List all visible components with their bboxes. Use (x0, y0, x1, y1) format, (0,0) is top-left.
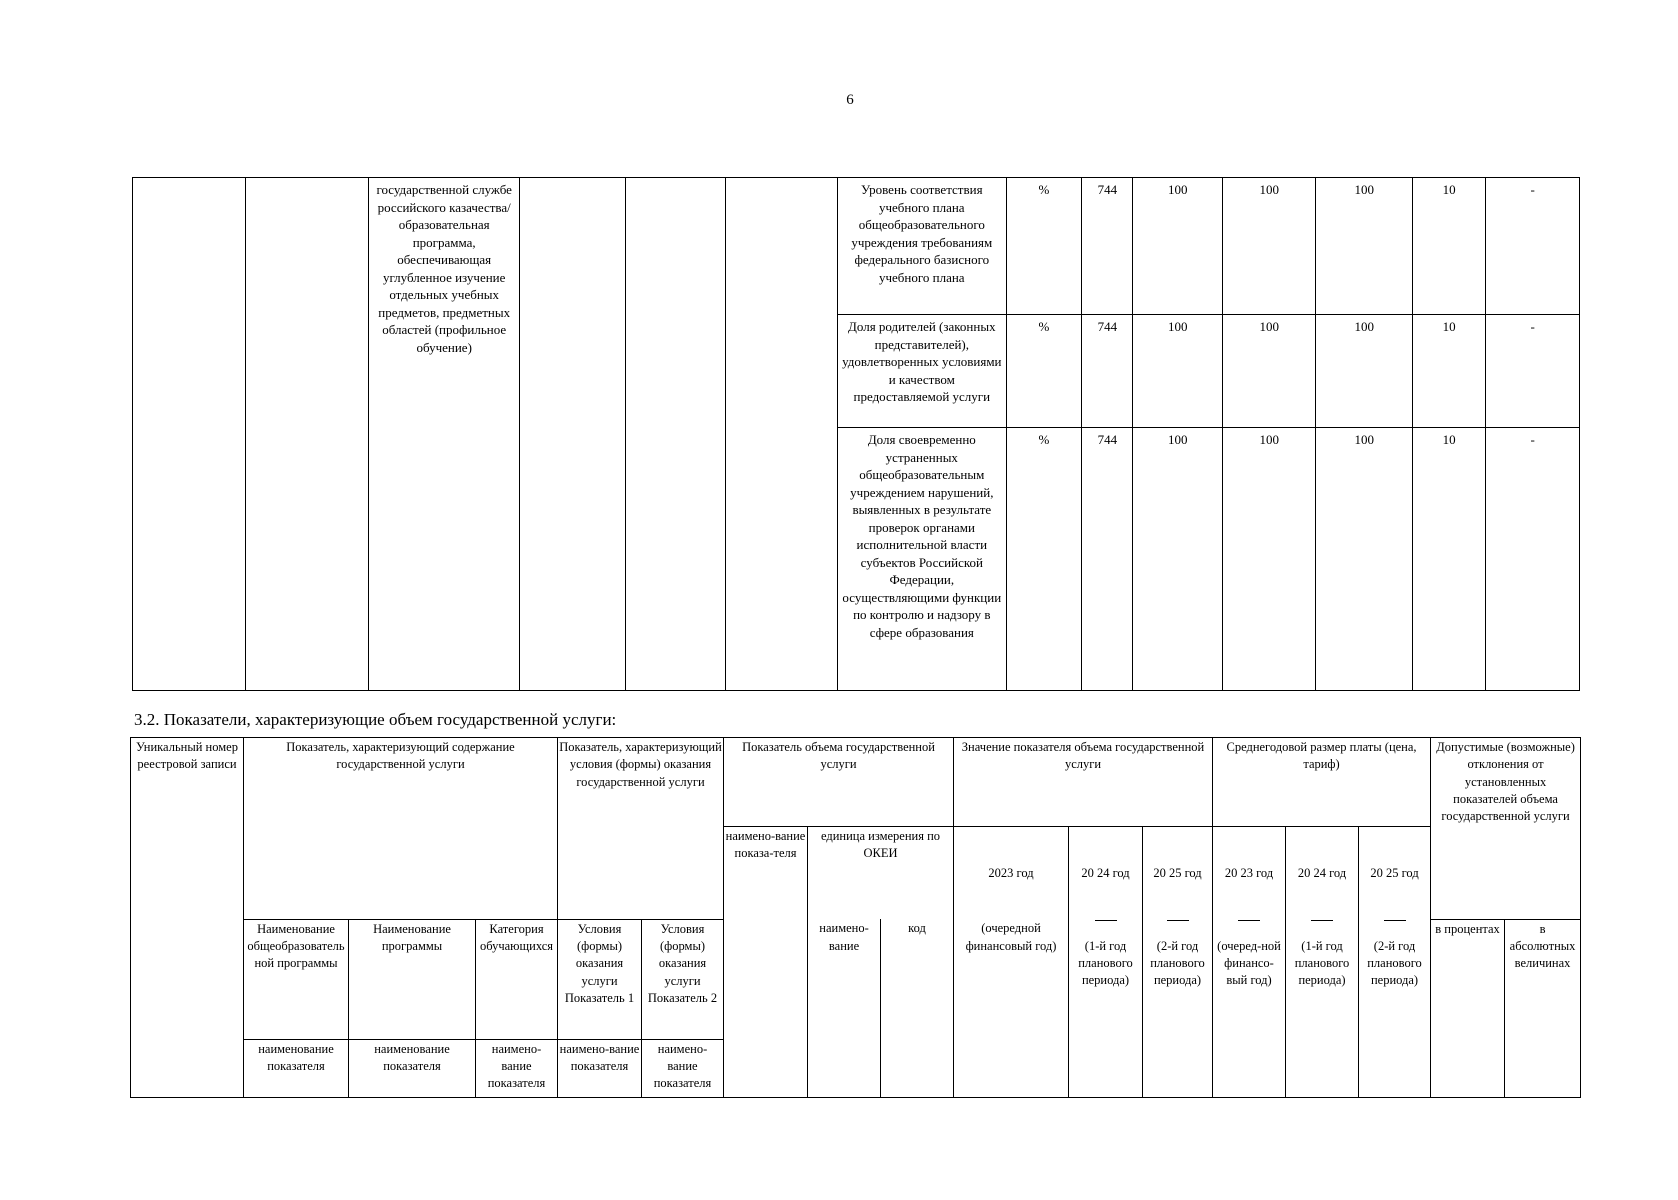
value-2023: 100 (1133, 428, 1222, 691)
unit-code: 744 (1082, 178, 1133, 315)
period-second (1143, 919, 1213, 1097)
value-2024: 100 (1222, 178, 1316, 315)
indicator-name: Доля родителей (законных представителей), удовлетворенных условиями и качеством предоставляемой услуги (837, 315, 1006, 428)
unit-name: % (1006, 428, 1081, 691)
table-cell-empty (520, 178, 626, 691)
overline-mark (1238, 920, 1260, 921)
condition-2-header: Условия (формы) оказания услуги Показатель 2 (642, 919, 724, 1039)
unit-okei-header: единица измерения по ОКЕИ (808, 826, 954, 919)
deviation-absolute: - (1486, 178, 1580, 315)
indicator-name-header: наимено-вание показа-теля (724, 826, 808, 1097)
fee-year-2023: 20 23 год (1213, 826, 1286, 919)
page-number: 6 (846, 92, 854, 108)
section-heading: 3.2. Показатели, характеризующие объем государственной услуги: (134, 710, 617, 729)
category-header: Категория обучающихся (476, 919, 558, 1039)
fee-period-first-text: (1-й год планового периода) (1294, 938, 1350, 987)
program-header: Наименование программы (349, 919, 476, 1039)
value-year-2025: 20 25 год (1143, 826, 1213, 919)
overline-mark (1311, 920, 1333, 921)
unit-name: % (1006, 315, 1081, 428)
value-2023: 100 (1133, 315, 1222, 428)
content-indicator-header: Показатель, характеризующий содержание государственной услуги (244, 738, 558, 920)
unit-name: % (1006, 178, 1081, 315)
deviation-percent-header: в процентах (1431, 919, 1505, 1097)
deviation-absolute: - (1486, 315, 1580, 428)
indicator-name: Доля своевременно устраненных общеобразовательным учреждением нарушений, выявленных в результате проверок органами исполнительной власти субъектов Российской Федерации, осуществляющими функции по контролю и надзору в сфере образования (837, 428, 1006, 691)
deviation-header: Допустимые (возможные) отклонения от установленных показателей объема государственной услуги (1431, 738, 1581, 827)
period-current: (очередной финансовый год) (954, 919, 1069, 1097)
deviation-percent: 10 (1412, 428, 1485, 691)
program-name-header: Наименование общеобразовательной программы (244, 919, 349, 1039)
overline-mark (1095, 920, 1117, 921)
value-2024: 100 (1222, 315, 1316, 428)
period-first-text: (1-й год планового периода) (1078, 938, 1133, 987)
value-2024: 100 (1222, 428, 1316, 691)
unit-code: 744 (1082, 315, 1133, 428)
table-cell-empty (625, 178, 726, 691)
sub-indicator-name: наименование показателя (349, 1039, 476, 1097)
sub-indicator-name: наимено-вание показателя (476, 1039, 558, 1097)
deviation-absolute: - (1486, 428, 1580, 691)
overline-mark (1167, 920, 1189, 921)
fee-period-second-text: (2-й год планового периода) (1367, 938, 1422, 987)
overline-mark (1384, 920, 1406, 921)
condition-1-header: Условия (формы) оказания услуги Показатель 1 (558, 919, 642, 1039)
value-2025: 100 (1316, 178, 1413, 315)
volume-indicator-header: Показатель объема государственной услуги (724, 738, 954, 827)
content-indicator-text: государственной службе российского казачества/образовательная программа, обеспечивающая углубленное изучение отдельных учебных предметов, предметных областей (профильное обучение) (369, 178, 520, 691)
table-cell-empty (245, 178, 369, 691)
fee-period-current-text: (очеред-ной финансо-вый год) (1217, 938, 1281, 987)
fee-period-first (1286, 919, 1359, 1097)
fee-year-2024: 20 24 год (1286, 826, 1359, 919)
value-year-2023: 2023 год (954, 826, 1069, 919)
volume-value-header: Значение показателя объема государственной услуги (954, 738, 1213, 827)
deviation-header-continued (1431, 826, 1581, 919)
sub-indicator-name: наимено-вание показателя (558, 1039, 642, 1097)
indicator-name: Уровень соответствия учебного плана общеобразовательного учреждения требованиям федерального базисного учебного плана (837, 178, 1006, 315)
fee-period-current (1213, 919, 1286, 1097)
unit-name-header: наимено-вание (808, 919, 881, 1097)
unit-code: 744 (1082, 428, 1133, 691)
sub-indicator-name: наимено-вание показателя (642, 1039, 724, 1097)
value-year-2024: 20 24 год (1069, 826, 1143, 919)
table-cell-empty (133, 178, 246, 691)
deviation-percent: 10 (1412, 178, 1485, 315)
fee-year-2025: 20 25 год (1359, 826, 1431, 919)
value-2023: 100 (1133, 178, 1222, 315)
sub-indicator-name: наименование показателя (244, 1039, 349, 1097)
period-second-text: (2-й год планового периода) (1150, 938, 1205, 987)
unit-code-header: код (881, 919, 954, 1097)
deviation-absolute-header: в абсолютных величинах (1505, 919, 1581, 1097)
table-cell-empty (726, 178, 838, 691)
value-2025: 100 (1316, 315, 1413, 428)
deviation-percent: 10 (1412, 315, 1485, 428)
fee-period-second (1359, 919, 1431, 1097)
volume-indicators-table (130, 737, 1581, 1098)
unique-number-header: Уникальный номер реестровой записи (131, 738, 244, 1098)
period-first (1069, 919, 1143, 1097)
value-2025: 100 (1316, 428, 1413, 691)
average-fee-header: Среднегодовой размер платы (цена, тариф) (1213, 738, 1431, 827)
quality-indicators-table (132, 177, 1580, 691)
condition-indicator-header: Показатель, характеризующий условия (формы) оказания государственной услуги (558, 738, 724, 920)
